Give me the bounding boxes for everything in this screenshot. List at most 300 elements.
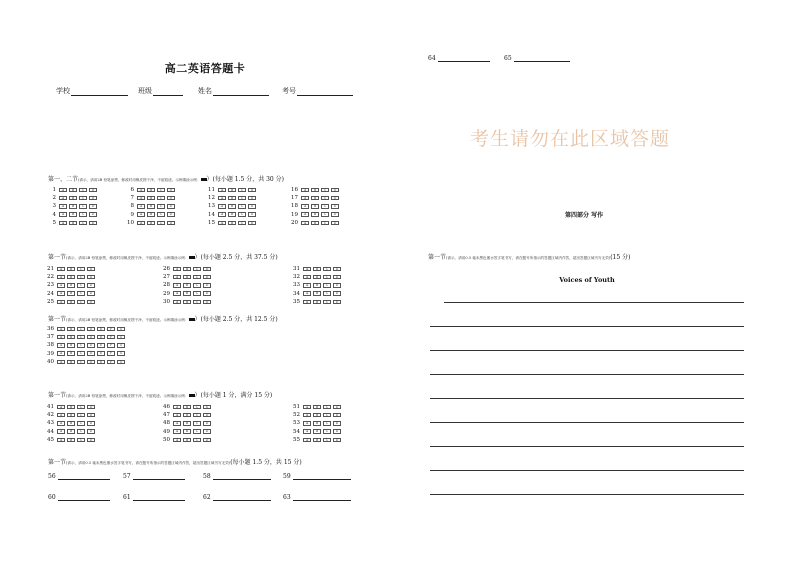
- answer-bubble[interactable]: C: [238, 204, 246, 209]
- answer-bubble[interactable]: C: [77, 335, 85, 340]
- answer-bubble[interactable]: B: [311, 212, 319, 217]
- answer-bubble[interactable]: B: [67, 343, 75, 348]
- info-id-label: 考号: [282, 87, 296, 95]
- answer-bubble[interactable]: A: [137, 221, 145, 226]
- answer-bubble[interactable]: C: [323, 291, 331, 296]
- answer-line[interactable]: [213, 494, 271, 501]
- answer-bubble[interactable]: B: [67, 267, 75, 272]
- answer-bubble[interactable]: A: [303, 267, 311, 272]
- answer-bubble[interactable]: A: [218, 196, 226, 201]
- answer-bubble[interactable]: C: [193, 283, 201, 288]
- answer-bubble[interactable]: B: [67, 300, 75, 305]
- question-number: 3: [52, 203, 56, 210]
- answer-line[interactable]: [133, 494, 185, 501]
- answer-bubble[interactable]: C: [157, 188, 165, 193]
- question-row: [160, 403, 213, 411]
- answer-bubble[interactable]: C: [77, 413, 85, 418]
- answer-bubble[interactable]: A: [57, 275, 65, 280]
- answer-bubble[interactable]: B: [228, 188, 236, 193]
- writing-line[interactable]: [430, 326, 744, 327]
- answer-bubble[interactable]: C: [77, 291, 85, 296]
- answer-bubble[interactable]: C: [323, 275, 331, 280]
- answer-bubble[interactable]: B: [183, 405, 191, 410]
- answer-bubble[interactable]: C: [238, 188, 246, 193]
- answer-bubble[interactable]: G: [117, 327, 125, 332]
- writing-section-header: [428, 252, 630, 261]
- answer-line[interactable]: [293, 494, 351, 501]
- answer-bubble[interactable]: B: [67, 360, 75, 365]
- answer-bubble[interactable]: B: [67, 405, 75, 410]
- answer-bubble[interactable]: D: [87, 335, 95, 340]
- answer-bubble[interactable]: F: [107, 335, 115, 340]
- question-number: 61: [123, 494, 131, 501]
- answer-bubble[interactable]: D: [167, 204, 175, 209]
- answer-bubble[interactable]: D: [203, 413, 211, 418]
- answer-bubble[interactable]: B: [69, 188, 77, 193]
- answer-line[interactable]: [58, 494, 110, 501]
- answer-bubble[interactable]: A: [218, 212, 226, 217]
- answer-bubble[interactable]: D: [203, 429, 211, 434]
- answer-bubble[interactable]: D: [333, 283, 341, 288]
- answer-bubble[interactable]: D: [203, 267, 211, 272]
- answer-bubble[interactable]: D: [87, 351, 95, 356]
- answer-bubble[interactable]: B: [228, 204, 236, 209]
- answer-bubble[interactable]: A: [57, 438, 65, 443]
- answer-bubble[interactable]: D: [331, 204, 339, 209]
- writing-line[interactable]: [430, 470, 744, 471]
- answer-bubble[interactable]: D: [248, 196, 256, 201]
- question-number: 4: [52, 211, 56, 218]
- answer-bubble[interactable]: A: [303, 413, 311, 418]
- answer-line[interactable]: [213, 473, 271, 480]
- section-title: 第一节: [48, 254, 67, 261]
- question-number: 56: [48, 473, 56, 480]
- answer-bubble[interactable]: C: [193, 405, 201, 410]
- answer-bubble[interactable]: C: [193, 291, 201, 296]
- answer-bubble[interactable]: D: [331, 188, 339, 193]
- answer-bubble[interactable]: B: [67, 335, 75, 340]
- answer-bubble[interactable]: B: [183, 413, 191, 418]
- answer-bubble[interactable]: E: [97, 351, 105, 356]
- answer-bubble[interactable]: B: [67, 327, 75, 332]
- question-number: 30: [163, 298, 170, 305]
- question-row: [207, 186, 258, 194]
- answer-bubble[interactable]: D: [333, 275, 341, 280]
- answer-bubble[interactable]: D: [333, 413, 341, 418]
- answer-line[interactable]: [58, 473, 110, 480]
- answer-bubble[interactable]: A: [57, 300, 65, 305]
- answer-bubble[interactable]: D: [248, 188, 256, 193]
- answer-bubble[interactable]: C: [193, 429, 201, 434]
- writing-line[interactable]: [430, 446, 744, 447]
- answer-bubble[interactable]: D: [167, 196, 175, 201]
- answer-bubble[interactable]: B: [67, 429, 75, 434]
- answer-bubble[interactable]: C: [79, 188, 87, 193]
- answer-bubble[interactable]: A: [173, 283, 181, 288]
- answer-bubble[interactable]: A: [173, 275, 181, 280]
- answer-bubble[interactable]: C: [323, 429, 331, 434]
- essay-title: Voices of Youth: [559, 276, 615, 284]
- answer-bubble[interactable]: A: [57, 351, 65, 356]
- answer-bubble[interactable]: D: [167, 212, 175, 217]
- answer-bubble[interactable]: A: [57, 267, 65, 272]
- answer-bubble[interactable]: D: [87, 300, 95, 305]
- answer-bubble[interactable]: D: [87, 283, 95, 288]
- question-row: [44, 436, 97, 444]
- answer-line[interactable]: [514, 55, 570, 62]
- answer-bubble[interactable]: C: [77, 438, 85, 443]
- answer-bubble[interactable]: B: [311, 221, 319, 226]
- writing-line[interactable]: [430, 422, 744, 423]
- answer-bubble[interactable]: B: [147, 204, 155, 209]
- answer-bubble[interactable]: D: [248, 221, 256, 226]
- section-note: (请示、请用2B 铅笔涂黑，修改时用橡皮擦干净，不留痕迹。示例填涂示例：: [66, 256, 189, 260]
- answer-bubble[interactable]: D: [331, 196, 339, 201]
- answer-bubble[interactable]: A: [301, 204, 309, 209]
- answer-bubble[interactable]: B: [313, 429, 321, 434]
- answer-bubble[interactable]: C: [79, 196, 87, 201]
- question-row: [290, 403, 343, 411]
- answer-bubble[interactable]: B: [69, 212, 77, 217]
- answer-bubble[interactable]: D: [203, 438, 211, 443]
- answer-bubble[interactable]: B: [313, 291, 321, 296]
- answer-bubble[interactable]: A: [57, 283, 65, 288]
- question-number: 39: [47, 350, 54, 357]
- section-header-1: [48, 174, 284, 183]
- answer-bubble[interactable]: A: [173, 421, 181, 426]
- writing-line[interactable]: [430, 350, 744, 351]
- answer-bubble[interactable]: D: [333, 267, 341, 272]
- question-number: 34: [293, 290, 300, 297]
- answer-bubble[interactable]: E: [97, 343, 105, 348]
- answer-bubble[interactable]: C: [77, 300, 85, 305]
- answer-bubble[interactable]: D: [87, 327, 95, 332]
- answer-line[interactable]: [293, 473, 351, 480]
- answer-bubble[interactable]: D: [87, 421, 95, 426]
- answer-bubble[interactable]: B: [313, 413, 321, 418]
- answer-bubble[interactable]: B: [183, 421, 191, 426]
- answer-bubble[interactable]: B: [183, 275, 191, 280]
- question-number: 5: [52, 219, 56, 226]
- answer-bubble[interactable]: A: [57, 343, 65, 348]
- answer-bubble[interactable]: B: [67, 283, 75, 288]
- answer-bubble[interactable]: B: [147, 221, 155, 226]
- section-note: (请示、请用2B 铅笔涂黑，修改时用橡皮擦干净，不留痕迹。示例填涂示例：: [66, 394, 189, 398]
- section-score: ）(每小题 2.5 分，共 37.5 分): [194, 254, 278, 261]
- answer-bubble[interactable]: B: [147, 212, 155, 217]
- answer-bubble[interactable]: A: [57, 413, 65, 418]
- answer-bubble[interactable]: B: [313, 283, 321, 288]
- answer-bubble[interactable]: A: [57, 335, 65, 340]
- answer-bubble[interactable]: D: [87, 343, 95, 348]
- answer-bubble[interactable]: C: [77, 351, 85, 356]
- answer-bubble[interactable]: A: [173, 429, 181, 434]
- info-name: [198, 86, 269, 96]
- fill-item: [48, 494, 110, 501]
- answer-bubble[interactable]: B: [228, 212, 236, 217]
- answer-bubble[interactable]: C: [77, 283, 85, 288]
- question-row: [48, 194, 99, 202]
- answer-bubble[interactable]: D: [331, 212, 339, 217]
- answer-bubble[interactable]: B: [183, 267, 191, 272]
- answer-bubble[interactable]: D: [89, 204, 97, 209]
- answer-bubble[interactable]: A: [218, 221, 226, 226]
- answer-bubble[interactable]: B: [183, 300, 191, 305]
- answer-bubble[interactable]: D: [167, 221, 175, 226]
- answer-bubble[interactable]: B: [69, 221, 77, 226]
- answer-bubble[interactable]: F: [107, 327, 115, 332]
- answer-bubble[interactable]: C: [157, 196, 165, 201]
- answer-bubble[interactable]: C: [193, 275, 201, 280]
- answer-bubble[interactable]: D: [87, 267, 95, 272]
- answer-bubble[interactable]: F: [107, 360, 115, 365]
- answer-bubble[interactable]: B: [183, 291, 191, 296]
- answer-bubble[interactable]: A: [303, 291, 311, 296]
- writing-line[interactable]: [444, 302, 744, 303]
- writing-line[interactable]: [430, 494, 744, 495]
- answer-bubble[interactable]: A: [173, 405, 181, 410]
- answer-bubble[interactable]: A: [218, 188, 226, 193]
- answer-bubble[interactable]: D: [333, 438, 341, 443]
- answer-bubble[interactable]: D: [87, 291, 95, 296]
- answer-bubble[interactable]: A: [301, 188, 309, 193]
- answer-bubble[interactable]: G: [117, 343, 125, 348]
- answer-bubble[interactable]: D: [167, 188, 175, 193]
- answer-bubble[interactable]: F: [107, 351, 115, 356]
- writing-line[interactable]: [430, 374, 744, 375]
- answer-bubble[interactable]: A: [303, 283, 311, 288]
- answer-bubble[interactable]: C: [77, 429, 85, 434]
- answer-bubble[interactable]: A: [57, 429, 65, 434]
- answer-bubble[interactable]: B: [311, 188, 319, 193]
- question-number: 51: [293, 404, 300, 411]
- answer-bubble[interactable]: C: [77, 267, 85, 272]
- answer-bubble[interactable]: D: [89, 212, 97, 217]
- answer-bubble[interactable]: D: [333, 300, 341, 305]
- answer-bubble[interactable]: C: [157, 221, 165, 226]
- answer-bubble[interactable]: C: [323, 421, 331, 426]
- answer-bubble[interactable]: B: [313, 421, 321, 426]
- answer-bubble[interactable]: D: [203, 405, 211, 410]
- class-field[interactable]: [153, 88, 183, 96]
- answer-bubble[interactable]: A: [137, 212, 145, 217]
- answer-bubble[interactable]: B: [147, 188, 155, 193]
- answer-bubble[interactable]: C: [193, 267, 201, 272]
- answer-bubble[interactable]: D: [87, 405, 95, 410]
- answer-bubble[interactable]: A: [137, 188, 145, 193]
- answer-bubble[interactable]: D: [333, 291, 341, 296]
- answer-bubble[interactable]: C: [193, 300, 201, 305]
- answer-bubble[interactable]: C: [77, 421, 85, 426]
- answer-bubble[interactable]: F: [107, 343, 115, 348]
- answer-bubble[interactable]: B: [69, 204, 77, 209]
- answer-bubble[interactable]: D: [333, 429, 341, 434]
- answer-bubble[interactable]: E: [97, 335, 105, 340]
- answer-bubble[interactable]: A: [57, 405, 65, 410]
- answer-bubble[interactable]: A: [173, 267, 181, 272]
- answer-bubble[interactable]: A: [173, 291, 181, 296]
- answer-bubble[interactable]: C: [77, 343, 85, 348]
- fill-item: [123, 494, 185, 501]
- answer-line[interactable]: [438, 55, 490, 62]
- answer-bubble[interactable]: C: [193, 421, 201, 426]
- answer-bubble[interactable]: B: [313, 267, 321, 272]
- school-field[interactable]: [71, 88, 128, 96]
- question-row: [160, 298, 213, 306]
- answer-bubble[interactable]: A: [301, 221, 309, 226]
- answer-bubble[interactable]: D: [333, 421, 341, 426]
- answer-bubble[interactable]: D: [203, 291, 211, 296]
- answer-bubble[interactable]: B: [313, 438, 321, 443]
- answer-bubble[interactable]: B: [69, 196, 77, 201]
- question-row: [44, 341, 127, 349]
- section-score: ）(每小题 1.5 分，共 30 分): [206, 176, 284, 183]
- answer-bubble[interactable]: B: [67, 421, 75, 426]
- answer-bubble[interactable]: C: [79, 204, 87, 209]
- answer-bubble[interactable]: A: [303, 405, 311, 410]
- answer-bubble[interactable]: C: [321, 212, 329, 217]
- answer-bubble[interactable]: D: [331, 221, 339, 226]
- answer-bubble[interactable]: D: [87, 413, 95, 418]
- answer-bubble[interactable]: C: [321, 221, 329, 226]
- answer-bubble[interactable]: D: [87, 429, 95, 434]
- answer-bubble[interactable]: G: [117, 360, 125, 365]
- answer-bubble[interactable]: D: [89, 196, 97, 201]
- answer-bubble[interactable]: C: [193, 413, 201, 418]
- answer-bubble[interactable]: C: [157, 212, 165, 217]
- fill-item: [283, 494, 351, 501]
- answer-bubble[interactable]: A: [173, 438, 181, 443]
- question-row: [126, 211, 177, 219]
- answer-bubble[interactable]: A: [59, 188, 67, 193]
- answer-bubble[interactable]: C: [323, 413, 331, 418]
- answer-bubble[interactable]: A: [173, 413, 181, 418]
- answer-bubble[interactable]: D: [87, 438, 95, 443]
- writing-line[interactable]: [430, 398, 744, 399]
- answer-bubble[interactable]: A: [301, 212, 309, 217]
- answer-bubble[interactable]: B: [311, 196, 319, 201]
- answer-bubble[interactable]: A: [57, 327, 65, 332]
- answer-bubble[interactable]: D: [203, 300, 211, 305]
- answer-bubble[interactable]: C: [77, 327, 85, 332]
- answer-bubble[interactable]: C: [323, 267, 331, 272]
- answer-bubble[interactable]: C: [79, 221, 87, 226]
- fill-item: [123, 473, 185, 480]
- question-number: 54: [293, 428, 300, 435]
- answer-bubble[interactable]: B: [183, 429, 191, 434]
- answer-bubble[interactable]: C: [323, 405, 331, 410]
- answer-bubble[interactable]: C: [77, 275, 85, 280]
- answer-bubble[interactable]: C: [77, 405, 85, 410]
- answer-bubble[interactable]: D: [333, 405, 341, 410]
- answer-bubble[interactable]: B: [183, 438, 191, 443]
- answer-bubble[interactable]: D: [248, 204, 256, 209]
- answer-line[interactable]: [133, 473, 185, 480]
- section-title: 第一、二节: [48, 176, 79, 183]
- answer-bubble[interactable]: C: [321, 188, 329, 193]
- answer-bubble[interactable]: B: [228, 196, 236, 201]
- name-field[interactable]: [213, 88, 269, 96]
- question-number: 27: [163, 274, 170, 281]
- answer-bubble[interactable]: A: [57, 291, 65, 296]
- question-number: 28: [163, 282, 170, 289]
- answer-bubble[interactable]: A: [301, 196, 309, 201]
- answer-bubble[interactable]: A: [137, 204, 145, 209]
- answer-bubble[interactable]: D: [203, 283, 211, 288]
- answer-bubble[interactable]: D: [87, 275, 95, 280]
- answer-bubble[interactable]: B: [313, 275, 321, 280]
- answer-bubble[interactable]: D: [89, 188, 97, 193]
- answer-bubble[interactable]: B: [67, 275, 75, 280]
- answer-bubble[interactable]: A: [303, 421, 311, 426]
- answer-bubble[interactable]: C: [157, 204, 165, 209]
- answer-bubble[interactable]: C: [79, 212, 87, 217]
- answer-bubble[interactable]: A: [218, 204, 226, 209]
- answer-bubble[interactable]: G: [117, 351, 125, 356]
- answer-bubble[interactable]: C: [323, 283, 331, 288]
- question-number: 62: [203, 494, 211, 501]
- answer-bubble[interactable]: A: [173, 300, 181, 305]
- answer-bubble[interactable]: A: [59, 204, 67, 209]
- answer-bubble[interactable]: A: [59, 196, 67, 201]
- answer-bubble[interactable]: A: [303, 300, 311, 305]
- answer-bubble[interactable]: B: [183, 283, 191, 288]
- answer-bubble[interactable]: C: [323, 300, 331, 305]
- answer-bubble[interactable]: C: [193, 438, 201, 443]
- answer-bubble[interactable]: B: [147, 196, 155, 201]
- answer-bubble[interactable]: D: [89, 221, 97, 226]
- answer-bubble[interactable]: B: [313, 300, 321, 305]
- answer-bubble[interactable]: G: [117, 335, 125, 340]
- answer-bubble[interactable]: D: [248, 212, 256, 217]
- answer-bubble[interactable]: B: [67, 291, 75, 296]
- question-row: [44, 281, 97, 289]
- question-row: [160, 411, 213, 419]
- answer-bubble[interactable]: B: [228, 221, 236, 226]
- answer-bubble[interactable]: A: [137, 196, 145, 201]
- answer-bubble[interactable]: C: [321, 204, 329, 209]
- question-number: 38: [47, 342, 54, 349]
- answer-bubble[interactable]: A: [303, 438, 311, 443]
- answer-bubble[interactable]: C: [321, 196, 329, 201]
- section-note: (请示、请用0.5 毫米黑色墨水签字笔书写，请在题号所指示的答题区域内作答，超出答题区域书写无效): [66, 461, 231, 465]
- answer-bubble[interactable]: B: [311, 204, 319, 209]
- answer-bubble[interactable]: D: [203, 275, 211, 280]
- answer-bubble[interactable]: D: [87, 360, 95, 365]
- answer-bubble[interactable]: C: [238, 221, 246, 226]
- answer-bubble[interactable]: A: [303, 275, 311, 280]
- answer-bubble[interactable]: C: [323, 438, 331, 443]
- answer-bubble[interactable]: B: [67, 438, 75, 443]
- answer-bubble[interactable]: A: [57, 360, 65, 365]
- answer-bubble[interactable]: A: [303, 429, 311, 434]
- question-number: 24: [47, 290, 54, 297]
- question-number: 14: [208, 211, 215, 218]
- answer-bubble[interactable]: A: [59, 212, 67, 217]
- answer-bubble[interactable]: B: [67, 351, 75, 356]
- answer-bubble[interactable]: C: [77, 360, 85, 365]
- answer-bubble[interactable]: A: [57, 421, 65, 426]
- answer-bubble[interactable]: C: [238, 196, 246, 201]
- answer-bubble[interactable]: B: [67, 413, 75, 418]
- answer-bubble[interactable]: A: [59, 221, 67, 226]
- answer-bubble[interactable]: B: [313, 405, 321, 410]
- answer-bubble[interactable]: C: [238, 212, 246, 217]
- answer-bubble[interactable]: D: [203, 421, 211, 426]
- answer-bubble[interactable]: E: [97, 360, 105, 365]
- answer-bubble[interactable]: E: [97, 327, 105, 332]
- exam-id-field[interactable]: [297, 88, 353, 96]
